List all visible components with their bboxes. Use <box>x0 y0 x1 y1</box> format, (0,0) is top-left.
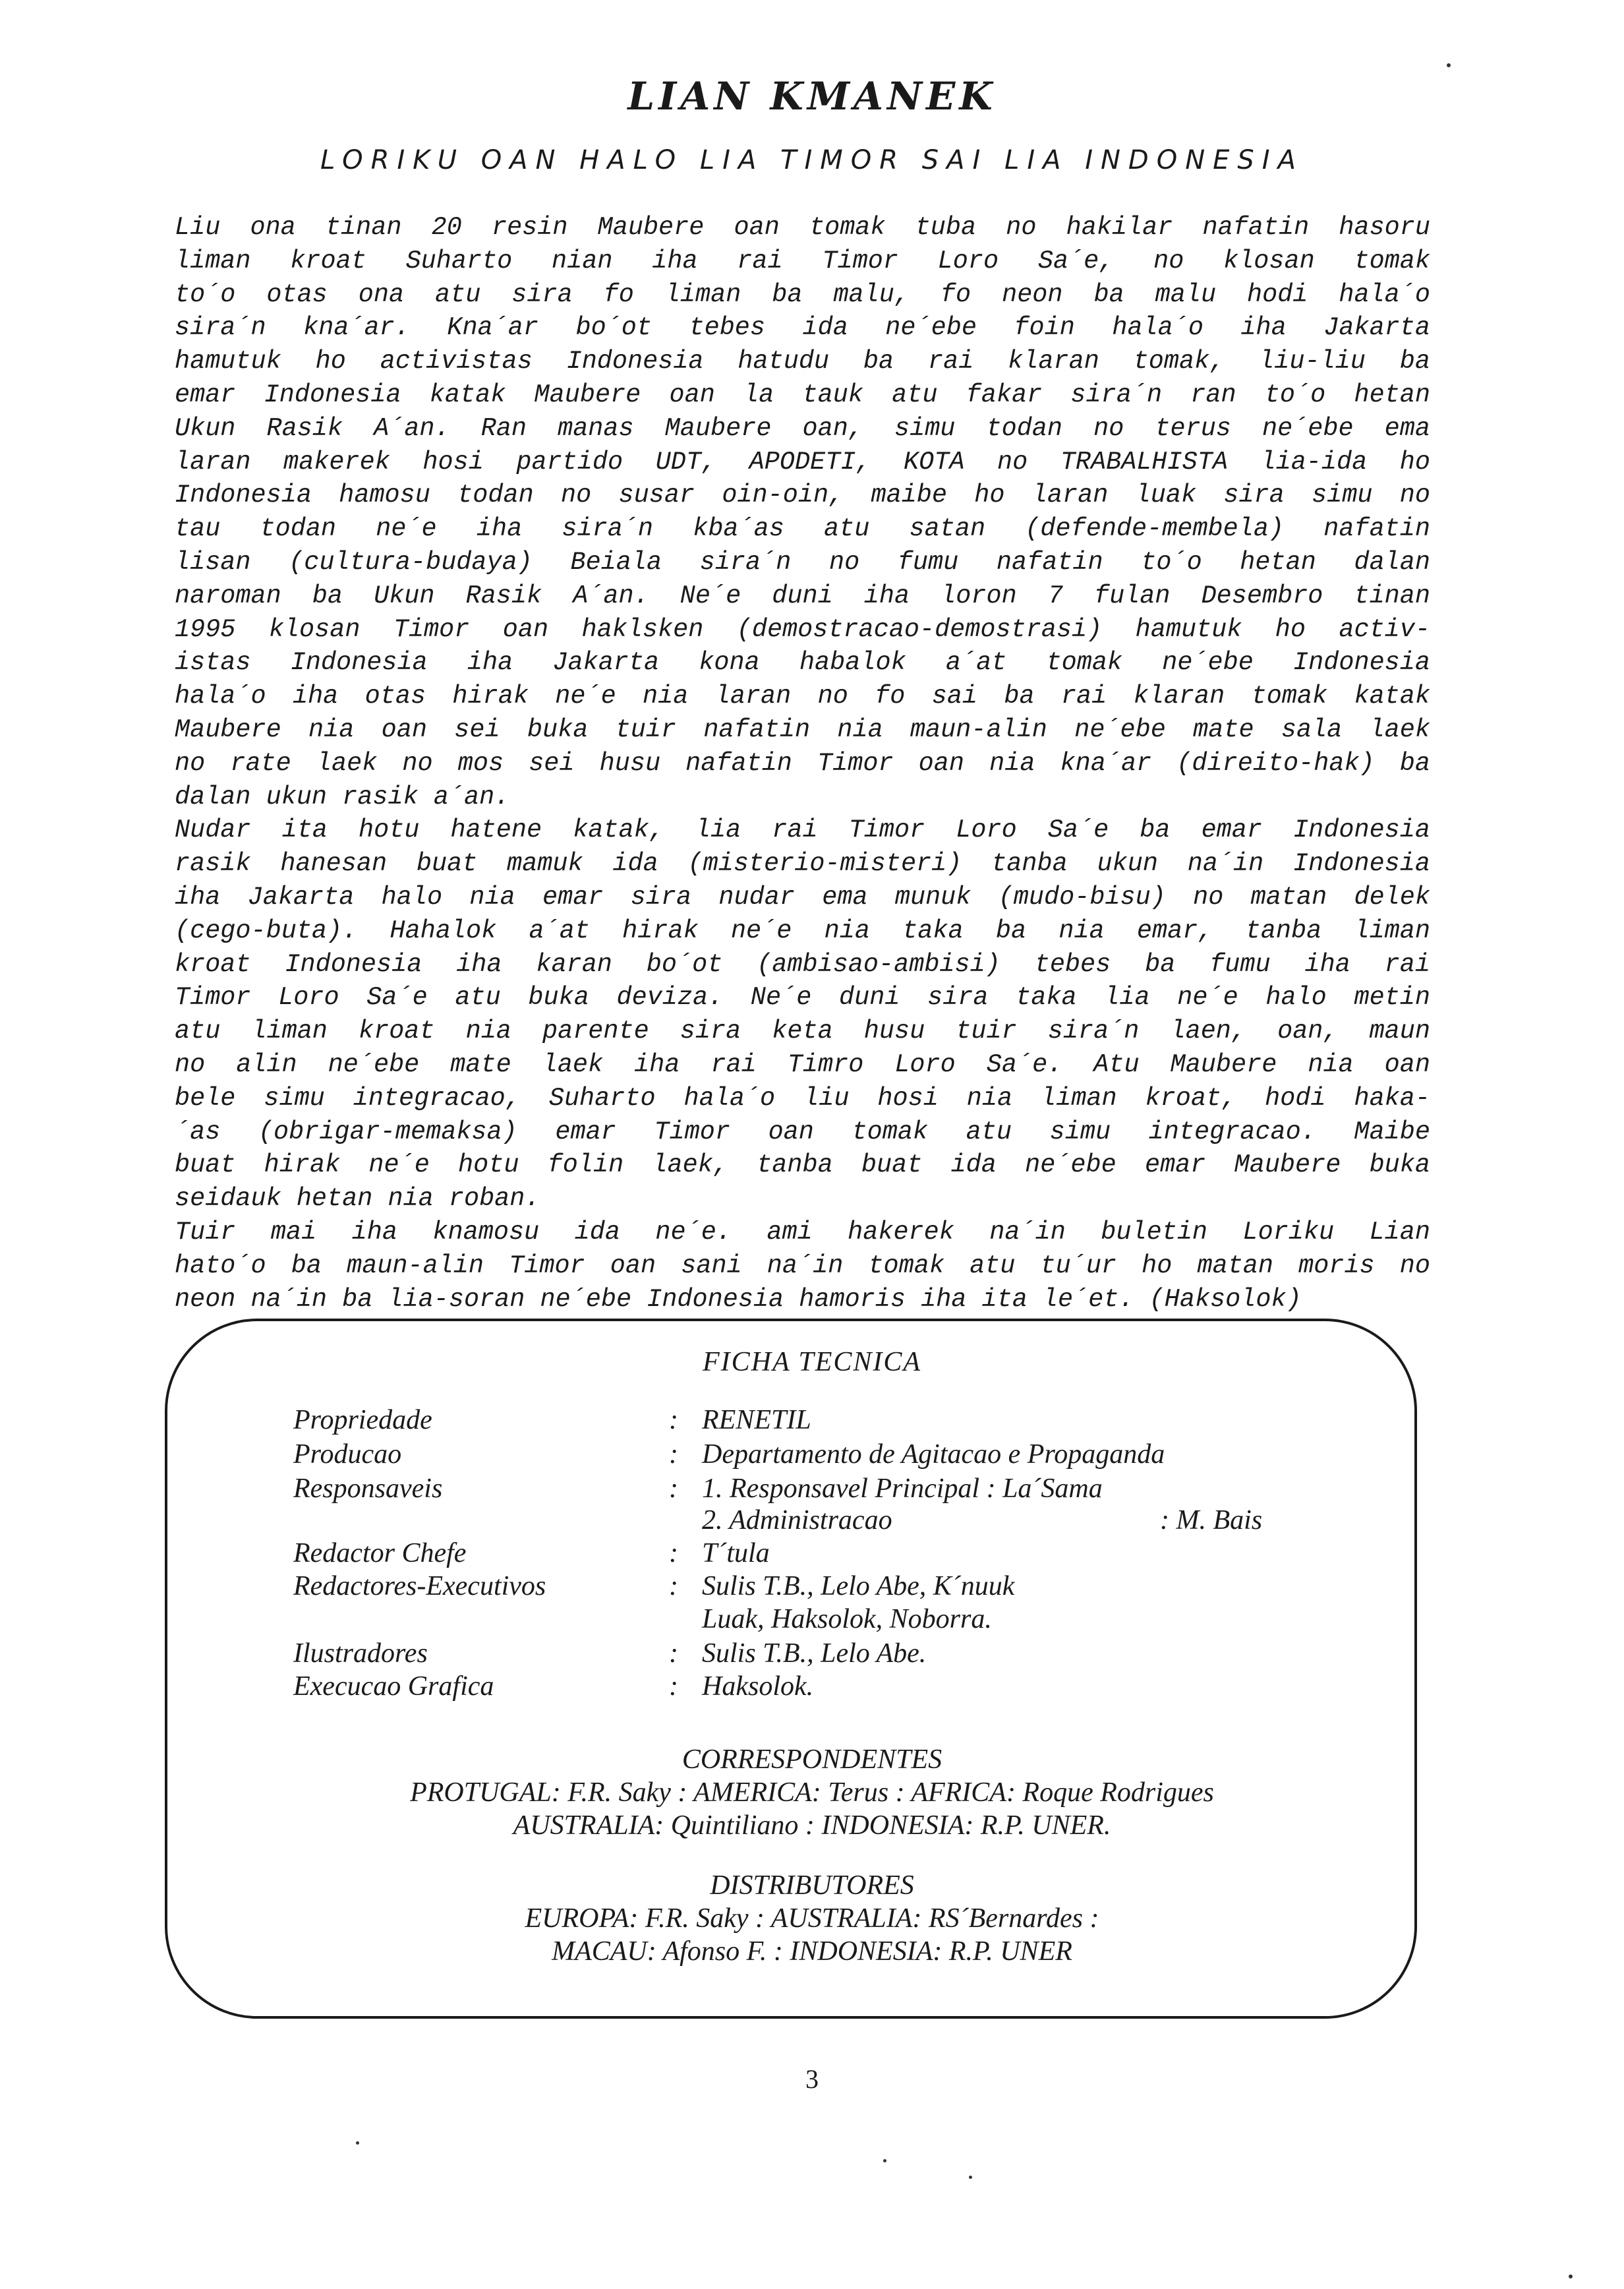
ficha-colon: : <box>669 1405 678 1435</box>
ficha-row <box>293 1537 1414 1570</box>
article-line: (cego-buta). Hahalok a´at hirak ne´e nia taka ba nia emar, tanba liman <box>175 916 1430 945</box>
ficha-value: Departamento de Agitacao e Propaganda <box>702 1439 1165 1470</box>
article-line: Nudar ita hotu hatene katak, lia rai Timor Loro Sa´e ba emar Indonesia <box>175 816 1430 845</box>
ficha-value: RENETIL <box>702 1405 811 1435</box>
article-line: Liu ona tinan 20 resin Maubere oan tomak tuba no hakilar nafatin hasoru <box>175 213 1430 242</box>
scan-speck <box>1447 63 1451 67</box>
ficha-value: 1. Responsavel Principal : La´Sama <box>702 1473 1103 1504</box>
ficha-label: Execucao Grafica <box>293 1671 494 1702</box>
article-line: neon na´in ba lia-soran ne´ebe Indonesia hamoris iha ita le´et. (Haksolok) <box>175 1284 1302 1314</box>
ficha-value: : M. Bais <box>1160 1505 1263 1535</box>
ficha-label: Responsaveis <box>293 1473 443 1504</box>
ficha-row <box>293 1404 1414 1437</box>
article-line: ´as (obrigar-memaksa) emar Timor oan tomak atu simu integracao. Maibe <box>175 1117 1430 1146</box>
scan-speck <box>969 2176 972 2179</box>
article-line: naroman ba Ukun Rasik A´an. Ne´e duni iha loron 7 fulan Desembro tinan <box>175 581 1430 610</box>
article-line: tau todan ne´e iha sira´n kba´as atu satan (defende-membela) nafatin <box>175 514 1430 544</box>
scan-speck <box>883 2159 886 2162</box>
article-line: kroat Indonesia iha karan bo´ot (ambisao-ambisi) tebes ba fumu iha rai <box>175 949 1430 979</box>
article-line: atu liman kroat nia parente sira keta husu tuir sira´n laen, oan, maun <box>175 1017 1430 1046</box>
correspondentes-line: PROTUGAL: F.R. Saky : AMERICA: Terus : AFRICA: Roque Rodrigues <box>410 1777 1214 1808</box>
distribuidores-line: EUROPA: F.R. Saky : AUSTRALIA: RS´Bernardes : <box>525 1903 1099 1934</box>
article-line: buat hirak ne´e hotu folin laek, tanba buat ida ne´ebe emar Maubere buka <box>175 1150 1430 1180</box>
article-line: Timor Loro Sa´e atu buka deviza. Ne´e duni sira taka lia ne´e halo metin <box>175 983 1430 1013</box>
scan-speck <box>1569 2274 1573 2278</box>
page-number: 3 <box>805 2064 819 2094</box>
article-line: iha Jakarta halo nia emar sira nudar ema munuk (mudo-bisu) no matan delek <box>175 882 1430 912</box>
article-line: istas Indonesia iha Jakarta kona habalok a´at tomak ne´ebe Indonesia <box>175 648 1430 678</box>
ficha-colon: : <box>669 1473 678 1504</box>
article-line: hamutuk ho activistas Indonesia hatudu ba rai klaran tomak, liu-liu ba <box>175 347 1430 376</box>
article-line: no alin ne´ebe mate laek iha rai Timro Loro Sa´e. Atu Maubere nia oan <box>175 1050 1430 1079</box>
ficha-row <box>293 1504 1414 1537</box>
ficha-row <box>293 1603 1414 1636</box>
article-line: Maubere nia oan sei buka tuir nafatin nia maun-alin ne´ebe mate sala laek <box>175 715 1430 744</box>
ficha-label: Ilustradores <box>293 1638 428 1669</box>
ficha-colon: : <box>669 1538 678 1568</box>
ficha-label: Producao <box>293 1439 402 1470</box>
ficha-colon: : <box>669 1439 678 1470</box>
article-line: sira´n kna´ar. Kna´ar bo´ot tebes ida ne´ebe foin hala´o iha Jakarta <box>175 313 1430 343</box>
ficha-value: Sulis T.B., Lelo Abe, K´nuuk <box>702 1571 1015 1601</box>
article-line: lisan (cultura-budaya) Beiala sira´n no fumu nafatin to´o hetan dalan <box>175 547 1430 577</box>
article-line: dalan ukun rasik a´an. <box>175 782 510 812</box>
ficha-value: Luak, Haksolok, Noborra. <box>702 1604 992 1634</box>
article-line: 1995 klosan Timor oan haklsken (demostracao-demostrasi) hamutuk ho activ- <box>175 614 1430 644</box>
article-line: hato´o ba maun-alin Timor oan sani na´in tomak atu tu´ur ho matan moris no <box>175 1251 1430 1280</box>
page-subtitle: LORIKU OAN HALO LIA TIMOR SAI LIA INDONESIA <box>320 145 1304 175</box>
article-line: no rate laek no mos sei husu nafatin Timor oan nia kna´ar (direito-hak) ba <box>175 748 1430 778</box>
ficha-value: Sulis T.B., Lelo Abe. <box>702 1638 927 1669</box>
ficha-tecnica-heading: FICHA TECNICA <box>702 1347 922 1377</box>
ficha-label: Propriedade <box>293 1405 432 1435</box>
article-line: laran makerek hosi partido UDT, APODETI, KOTA no TRABALHISTA lia-ida ho <box>175 447 1430 477</box>
article-body <box>175 211 1430 1316</box>
ficha-row <box>293 1638 1414 1671</box>
ficha-value: T´tula <box>702 1538 770 1568</box>
article-line: rasik hanesan buat mamuk ida (misterio-misteri) tanba ukun na´in Indonesia <box>175 849 1430 879</box>
ficha-colon: : <box>669 1638 678 1669</box>
distribuidores-heading: DISTRIBUTORES <box>710 1870 914 1901</box>
ficha-row <box>293 1671 1414 1704</box>
ficha-row <box>293 1570 1414 1603</box>
ficha-row <box>293 1473 1414 1506</box>
correspondentes-heading: CORRESPONDENTES <box>682 1744 942 1775</box>
scan-speck <box>356 2141 359 2145</box>
article-line: Indonesia hamosu todan no susar oin-oin, maibe ho laran luak sira simu no <box>175 481 1430 510</box>
article-line: emar Indonesia katak Maubere oan la tauk atu fakar sira´n ran to´o hetan <box>175 380 1430 409</box>
article-line: hala´o iha otas hirak ne´e nia laran no fo sai ba rai klaran tomak katak <box>175 682 1430 711</box>
article-line: Tuir mai iha knamosu ida ne´e. ami hakerek na´in buletin Loriku Lian <box>175 1217 1430 1247</box>
distribuidores-line: MACAU: Afonso F. : INDONESIA: R.P. UNER <box>552 1936 1072 1967</box>
ficha-value: Haksolok. <box>702 1671 814 1702</box>
ficha-label: Redactor Chefe <box>293 1538 467 1568</box>
article-line: bele simu integracao, Suharto hala´o liu hosi nia liman kroat, hodi haka- <box>175 1083 1430 1113</box>
article-line: to´o otas ona atu sira fo liman ba malu, fo neon ba malu hodi hala´o <box>175 280 1430 309</box>
article-line: seidauk hetan nia roban. <box>175 1184 540 1214</box>
page-title: LIAN KMANEK <box>627 74 997 119</box>
ficha-colon: : <box>669 1671 678 1702</box>
article-line: Ukun Rasik A´an. Ran manas Maubere oan, simu todan no terus ne´ebe ema <box>175 413 1430 443</box>
correspondentes-line: AUSTRALIA: Quintiliano : INDONESIA: R.P. UNER. <box>513 1810 1111 1841</box>
ficha-colon: : <box>669 1571 678 1601</box>
ficha-row <box>293 1439 1414 1472</box>
article-line: liman kroat Suharto nian iha rai Timor Loro Sa´e, no klosan tomak <box>175 246 1430 276</box>
ficha-label: Redactores-Executivos <box>293 1571 546 1601</box>
ficha-value: 2. Administracao <box>702 1505 892 1535</box>
